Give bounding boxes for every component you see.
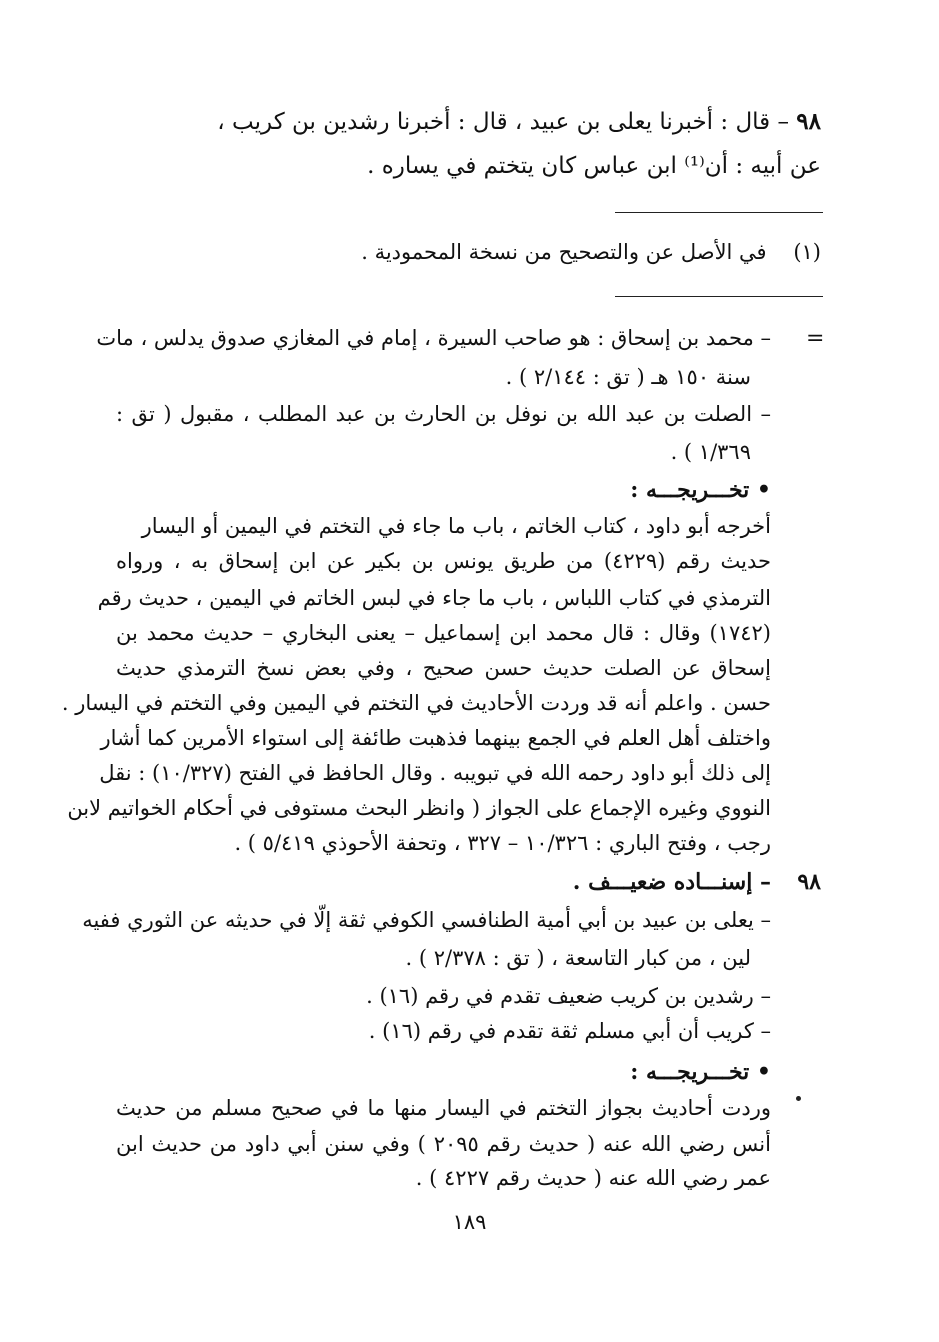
- isnad-number: ٩٨: [797, 869, 821, 895]
- hadith-number: ٩٨: [796, 108, 821, 135]
- takhrij2-line: عمر رضي الله عنه ( حديث رقم ٤٢٢٧ ) .: [415, 1166, 771, 1190]
- continuation-marker: =: [806, 326, 825, 351]
- footnote: [361, 236, 821, 268]
- takhrij1-line: إلى ذلك أبو داود رحمه الله في تبويبه . وقال الحافظ في الفتح (١٠/٣٢٧) : نقل: [99, 761, 771, 785]
- isnad-line: – كريب أن أبي مسلم ثقة تقدم في رقم (١٦) .: [368, 1019, 771, 1043]
- hadith-line-1: [116, 106, 821, 138]
- footnote-rule: [615, 212, 823, 213]
- narrator-line-3: – الصلت بن عبد الله بن نوفل بن الحارث بن عبد المطلب ، مقبول ( تق :: [116, 402, 771, 426]
- hadith-text-1: – قال : أخبرنا يعلى بن عبيد ، قال : أخبرنا رشدين بن كريب ،: [217, 109, 789, 135]
- isnad-line: – يعلى بن عبيد بن أبي أمية الطنافسي الكوفي ثقة إلّا في حديثه عن الثوري ففيه: [82, 908, 771, 932]
- isnad-line: – رشدين بن كريب ضعيف تقدم في رقم (١٦) .: [366, 984, 771, 1008]
- narrator-line-1: – محمد بن إسحاق : هو صاحب السيرة ، إمام في المغازي صدوق يدلس ، مات: [96, 326, 771, 350]
- takhrij1-line: أخرجه أبو داود ، كتاب الخاتم ، باب ما جاء في التختم في اليمين أو اليسار: [141, 514, 771, 538]
- takhrij-heading-1: • تخـــريجـــه :: [630, 477, 771, 503]
- page-number: ١٨٩: [452, 1210, 487, 1234]
- commentary-rule: [615, 296, 823, 297]
- isnad-line: لين ، من كبار التاسعة ، ( تق : ٢/٣٧٨ ) .: [405, 946, 751, 970]
- takhrij1-line: حسن . واعلم أنه قد وردت الأحاديث في التختم في اليمين وفي التختم في اليسار .: [61, 691, 771, 715]
- takhrij1-line: الترمذي في كتاب اللباس ، باب ما جاء في لبس الخاتم في اليمين ، حديث رقم: [97, 586, 771, 610]
- takhrij1-line: إسحاق عن الصلت حديث حسن صحيح ، وفي بعض نسخ الترمذي حديث: [116, 656, 771, 680]
- takhrij-heading-2: • تخـــريجـــه :: [630, 1059, 771, 1085]
- footnote-marker: (١): [793, 240, 821, 264]
- takhrij1-line: واختلف أهل العلم في الجمع بينهما فذهبت طائفة إلى استواء الأمرين كما أشار: [100, 726, 771, 750]
- takhrij1-line: رجب ، وفتح الباري : ١٠/٣٢٦ – ٣٢٧ ، وتحفة الأحوذي ٥/٤١٩ ) .: [234, 831, 771, 855]
- takhrij1-line: (١٧٤٢) وقال : قال محمد ابن إسماعيل – يعنى البخاري – حديث محمد بن: [116, 621, 771, 645]
- stray-dot: [796, 1096, 801, 1101]
- takhrij2-line: أنس رضي الله عنه ( حديث رقم ٢٠٩٥ ) وفي سنن أبي داود من حديث ابن: [116, 1132, 771, 1156]
- takhrij2-line: وردت أحاديث بجواز التختم في اليسار منها ما في صحيح مسلم من حديث: [116, 1096, 771, 1120]
- footnote-text: في الأصل عن والتصحيح من نسخة المحمودية .: [361, 240, 767, 264]
- takhrij1-line: حديث رقم (٤٢٢٩) من طريق يونس بن بكير عن ابن إسحاق به ، ورواه: [116, 549, 771, 573]
- narrator-line-2: سنة ١٥٠ هـ ( تق : ٢/١٤٤ ) .: [505, 365, 751, 389]
- narrator-line-4: ١/٣٦٩ ) .: [670, 440, 751, 464]
- takhrij1-line: النووي وغيره الإجماع على الجواز ( وانظر البحث مستوفى في أحكام الخواتيم لابن: [67, 796, 771, 820]
- isnad-heading: – إسنـــاده ضعيـــف .: [572, 869, 771, 895]
- hadith-line-2: عن أبيه : أن⁽¹⁾ ابن عباس كان يتختم في يساره .: [367, 153, 821, 179]
